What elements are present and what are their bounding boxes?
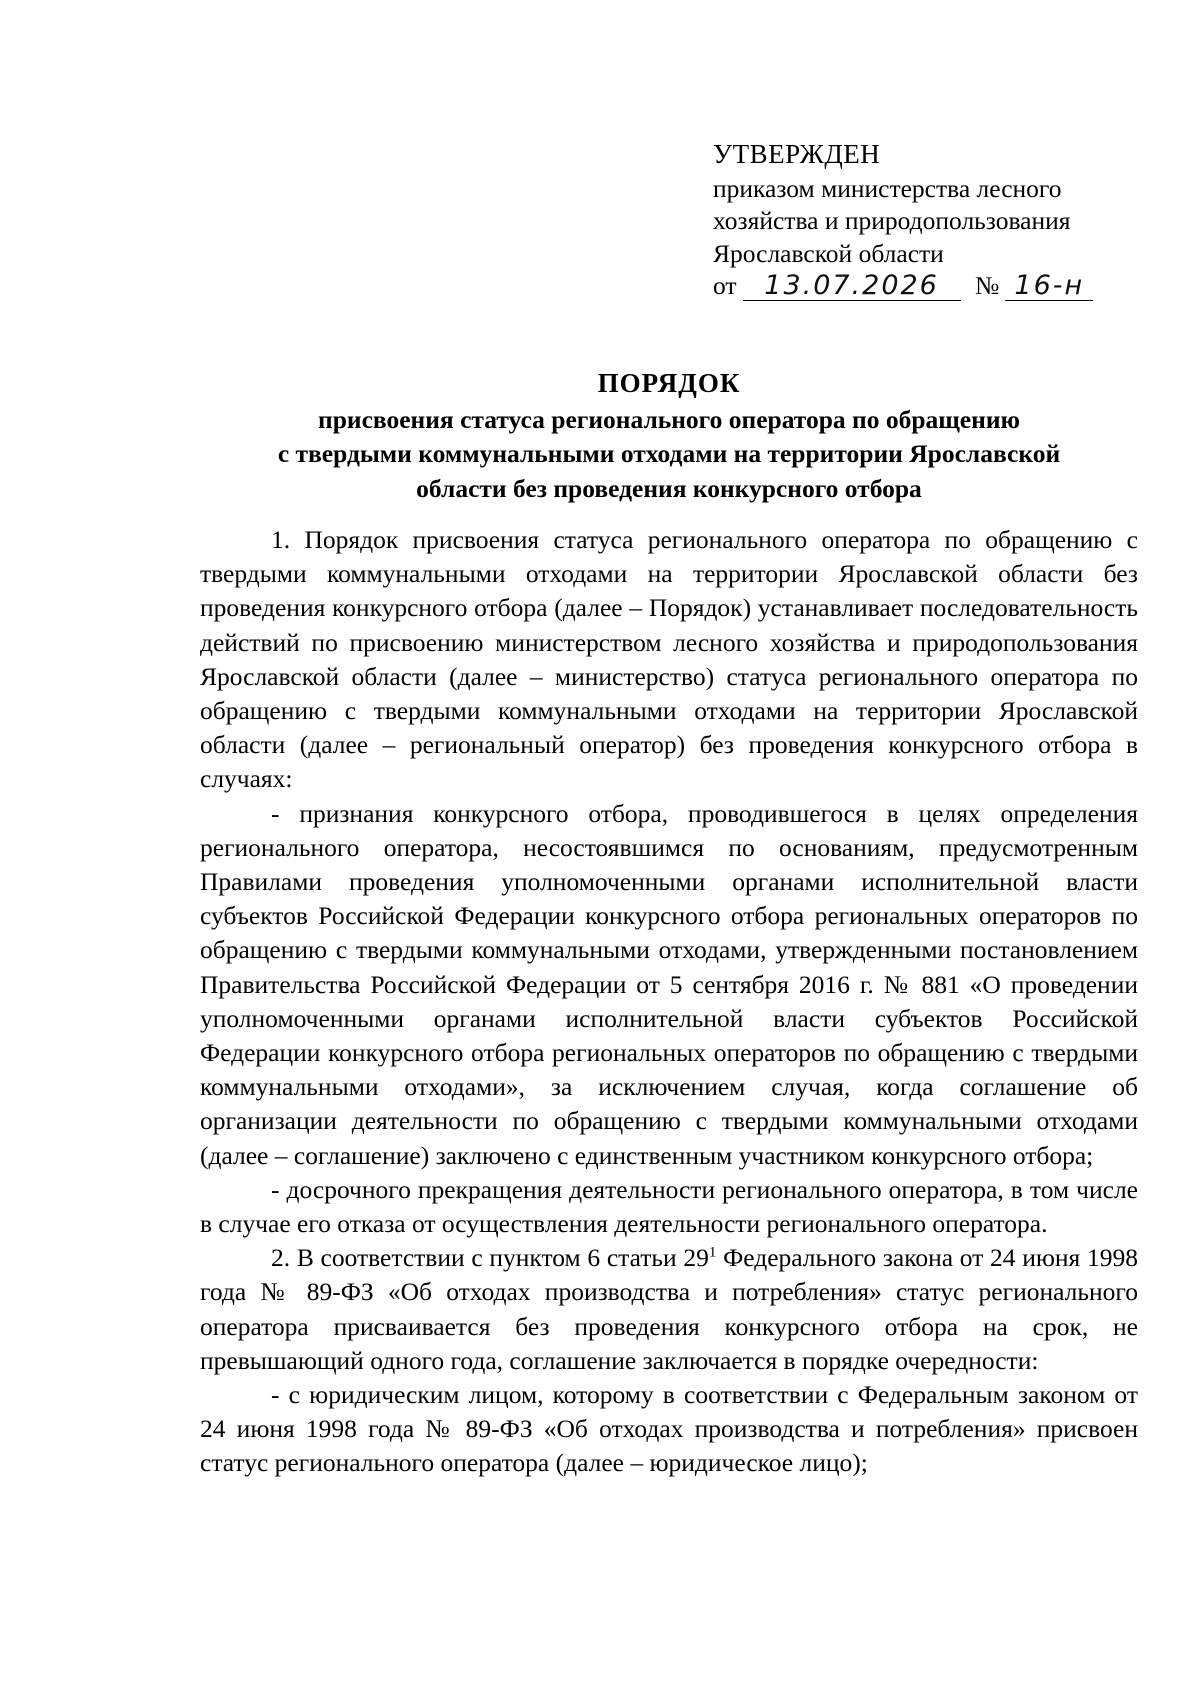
document-subtitle-line-1: присвоения статуса регионального оператора по обращению xyxy=(318,404,1020,434)
document-title-block xyxy=(200,366,1138,506)
approval-heading: УТВЕРЖДЕН xyxy=(713,139,881,169)
paragraph-1-bullet-2: - досрочного прекращения деятельности регионального оператора, в том числе в случае его отказа от осуществления деятельности регионального оператора. xyxy=(200,1174,1138,1239)
approval-line-2: хозяйства и природопользования xyxy=(713,206,1071,235)
paragraph-2-rest: Федерального закона от 24 июня 1998 года № 89-ФЗ «Об отходах производства и потребления» статус регионального оператора присваивается без проведения конкурсного отбора на срок, не превышающий одного года, соглашение заключается в порядке очередности: xyxy=(200,1243,1138,1375)
article-superscript: 1 xyxy=(708,1244,717,1261)
document-body xyxy=(200,523,1138,1481)
document-subtitle-line-3: области без проведения конкурсного отбора xyxy=(416,473,922,503)
paragraph-2 xyxy=(200,1241,1138,1378)
date-prefix: от xyxy=(713,271,737,300)
document-title: ПОРЯДОК xyxy=(597,368,741,398)
approval-date-number-line xyxy=(713,270,1153,303)
approval-line-1: приказом министерства лесного xyxy=(713,173,1062,203)
paragraph-2-start: 2. В соответствии с пунктом 6 статьи 29 xyxy=(271,1243,709,1273)
paragraph-1: 1. Порядок присвоения статуса регионального оператора по обращению с твердыми коммунальными отходами на территории Ярославской области без проведения конкурсного отбора (далее – Порядок) устанавливает последовательность действий по присвоению министерством лесного хозяйства и природопользования Ярославской области (далее – министерство) статуса регионального оператора по обращению с твердыми коммунальными отходами на территории Ярославской области (далее – региональный оператор) без проведения конкурсного отбора в случаях: xyxy=(200,525,1138,794)
handwritten-number: 16-н xyxy=(1005,272,1093,301)
approval-line-3: Ярославской области xyxy=(713,238,944,268)
approval-stamp-block xyxy=(713,138,1153,303)
document-subtitle-line-2: с твердыми коммунальными отходами на территории Ярославской xyxy=(277,439,1061,468)
paragraph-1-bullet-1: - признания конкурсного отбора, проводившегося в целях определения регионального оператора, несостоявшимся по основаниям, предусмотренным Правилами проведения уполномоченными органами исполнительной власти субъектов Российской Федерации конкурсного отбора региональных операторов по обращению с твердыми коммунальными отходами, утвержденными постановлением Правительства Российской Федерации от 5 сентября 2016 г. № 881 «О проведении уполномоченными органами исполнительной власти субъектов Российской Федерации конкурсного отбора региональных операторов по обращению с твердыми коммунальными отходами», за исключением случая, когда соглашение об организации деятельности по обращению с твердыми коммунальными отходами (далее – соглашение) заключено с единственным участником конкурсного отбора; xyxy=(200,798,1138,1170)
handwritten-date: 13.07.2026 xyxy=(743,272,961,301)
number-prefix: № xyxy=(974,271,1000,300)
paragraph-2-bullet-1: - с юридическим лицом, которому в соответствии с Федеральным законом от 24 июня 1998 года № 89-ФЗ «Об отходах производства и потребления» присвоен статус регионального оператора (далее – юридическое лицо); xyxy=(200,1380,1138,1478)
